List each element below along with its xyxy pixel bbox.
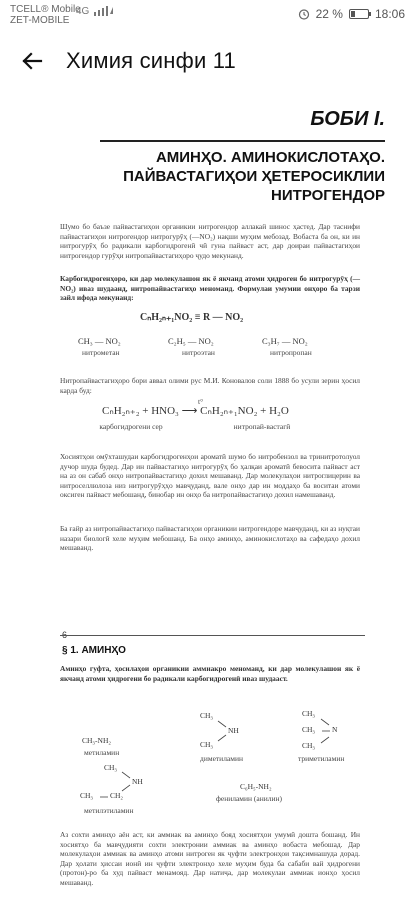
dimethylamine-name: диметиламин <box>200 754 244 763</box>
carrier-info <box>10 4 81 26</box>
nitromethane-name: нитрометан <box>82 348 120 357</box>
methylamine-formula: CH₃-NH₂ <box>82 736 111 745</box>
network-type: 4G <box>76 6 90 17</box>
nitroethane-name: нитроэтан <box>182 348 215 357</box>
status-bar <box>0 0 415 30</box>
nitropropane-name: нитропропан <box>270 348 312 357</box>
trimethylamine-name: триметиламин <box>298 754 345 763</box>
equation-condition: t° <box>198 397 204 406</box>
dimethylamine-nh: NH <box>228 726 239 735</box>
equation-label-nitro: нитропай-вастагӣ <box>233 422 291 431</box>
clock: 18:06 <box>374 7 405 21</box>
aniline-formula: C₆H₅-NH₂ <box>240 782 272 791</box>
section-title: § 1. АМИНҲО <box>62 645 126 656</box>
nitroethane-formula: C₂H₅ — NO₂ <box>168 336 214 346</box>
paragraph-amine-definition: Аминҳо гуфта, ҳосилаҳои органикии аммиакро меноманд, ки дар молекулашон як ё якчанд атоми ҳидрогени бо радикали карбогидрогенӣ иваз шудааст. <box>60 664 360 683</box>
signal-icon <box>92 6 114 16</box>
dimethylamine-ch3-top: CH₃ <box>200 711 214 720</box>
battery-icon <box>349 9 369 19</box>
dimethylamine-ch3-bottom: CH₃ <box>200 740 214 749</box>
chapter-title: БОБИ I. <box>310 108 385 130</box>
chapter-heading: АМИНҲО. АМИНОКИСЛОТАҲО. ПАЙВАСТАГИҲОИ ҲЕТЕРОСИКЛИИ НИТРОГЕНДОР <box>123 149 385 204</box>
equation-label-alkane: карбогидрогени сер <box>99 422 163 431</box>
trimethylamine-ch3-top: CH₃ <box>302 709 316 718</box>
paragraph-amine-structure: Аз сохти аминҳо аён аст, ки аммиак ва аминҳо бояд хосиятҳои умумӣ дошта бошанд. Ин хосиятҳо ба мавҷудияти сохти электронии аммиак ва аминҳо вобаста мебошад. Дар молекулаҳои аммиак ва аминҳо атоми нитроген як ҷуфти электронҳои тақсимнашуда дорад. Дар ҳолати ҳиссаи ионӣ ин ҷуфти электронҳо хеле муҳим буда ба сабаби вай ҳидрогени (протон)-ро ба худ пайваст менамояд. Дар натиҷа, дар молекулаи аммиак ионҳо ҳосил мешаванд. <box>60 830 360 887</box>
paragraph-definition: Карбогидрогенҳоро, ки дар молекулашон як ё якчанд атоми ҳидроген бо нитрогурӯҳ (—NO₂) иваз шудаанд, нитропайвастагиҳо меноманд. Формулаи умумии онҳоро ба тарзи зайл ифода мекунанд: <box>60 274 360 302</box>
aniline-name: фениламин (анилин) <box>216 794 283 803</box>
methylethylamine-ch3-top: CH₃ <box>104 763 118 772</box>
signal-indicator <box>76 6 114 17</box>
structure-bonds <box>0 92 415 900</box>
methylethylamine-ch2: CH₂ <box>110 791 124 800</box>
alarm-icon <box>298 8 310 20</box>
methylamine-name: метиламин <box>84 748 120 757</box>
carrier-primary: TCELL® Mobile <box>10 4 81 15</box>
paragraph-aromatic: Хосиятҳои омӯхташудаи карбогидрогенҳои ароматӣ шумо бо нитробензол ва тринитротолуол дучор шуда будед. Дар ин пайвастагиҳо нитрогурӯҳ бо ҳалқаи ароматӣ бевосита пайваст аст на аз он сабаб онҳо нитропайвастагиҳо дохил мешаванд. Дар молекулаҳои нитроглицерин ва нитроселлюлоза низ нитрогурӯҳҳо мавҷуданд, вале онҳо дар ин моддаҳо ба воситаи атоми оксиген пайваст мебошанд, бинобар ин онҳо ба нитропайвастагиҳо дохил намешаванд. <box>60 452 360 499</box>
general-formula: CₙH₂ₙ₊₁NO₂ ≡ R — NO₂ <box>140 312 244 323</box>
page-number: 6 <box>62 630 68 640</box>
nitropropane-formula: C₃H₇ — NO₂ <box>262 336 308 346</box>
nitromethane-formula: CH₃ — NO₂ <box>78 336 121 346</box>
app-title: Химия синфи 11 <box>66 48 236 73</box>
battery-percent: 22 % <box>315 7 343 21</box>
methylethylamine-nh: NH <box>132 777 143 786</box>
arrow-left-icon <box>21 50 43 72</box>
methylethylamine-ch3-bottom: CH₃ <box>80 791 94 800</box>
methylethylamine-name: метилэтиламин <box>84 806 134 815</box>
paragraph-biological: Ба ғайр аз нитропайвастагиҳо пайвастагиҳои органикии нитрогендоре мавҷуданд, ки аз нуқтаи назари биологӣ хеле муҳим мебошанд. Ба онҳо аминҳо, аминокислотаҳо ва сафедаҳо дохил мешаванд. <box>60 524 360 552</box>
back-button[interactable] <box>4 33 60 89</box>
paragraph-history: Нитропайвастагиҳоро бори аввал олими рус М.И. Коновалов соли 1888 бо усули зерин ҳосил карда буд: <box>60 376 360 395</box>
konovalov-equation: CₙH₂ₙ₊₂ + HNO₃ ⟶ CₙH₂ₙ₊₁NO₂ + H₂O <box>102 405 289 417</box>
trimethylamine-ch3-bottom: CH₃ <box>302 741 316 750</box>
trimethylamine-n: N <box>332 725 338 734</box>
paragraph-intro: Шумо бо баъзе пайвастагиҳои органикии нитрогендор аллакай шинос ҳастед. Дар таснифи пайвастагиҳои нитрогендор нитрогурӯҳ (—NO₂) нақши муҳим мебозад. Вобаста ба он, ки ин нитрогурӯҳ бо радикали карбогидрогенӣ чӣ гуна пайваст аст, дар доираи пайвастагиҳои нитрогендор гурӯҳи нитропайвастагиҳоро ҷудо мекунанд. <box>60 222 360 260</box>
trimethylamine-ch3-middle: CH₃ <box>302 725 316 734</box>
carrier-secondary: ZET-MOBILE <box>10 15 70 26</box>
document-page[interactable] <box>0 92 415 900</box>
app-bar <box>0 30 415 92</box>
status-right <box>298 7 405 21</box>
